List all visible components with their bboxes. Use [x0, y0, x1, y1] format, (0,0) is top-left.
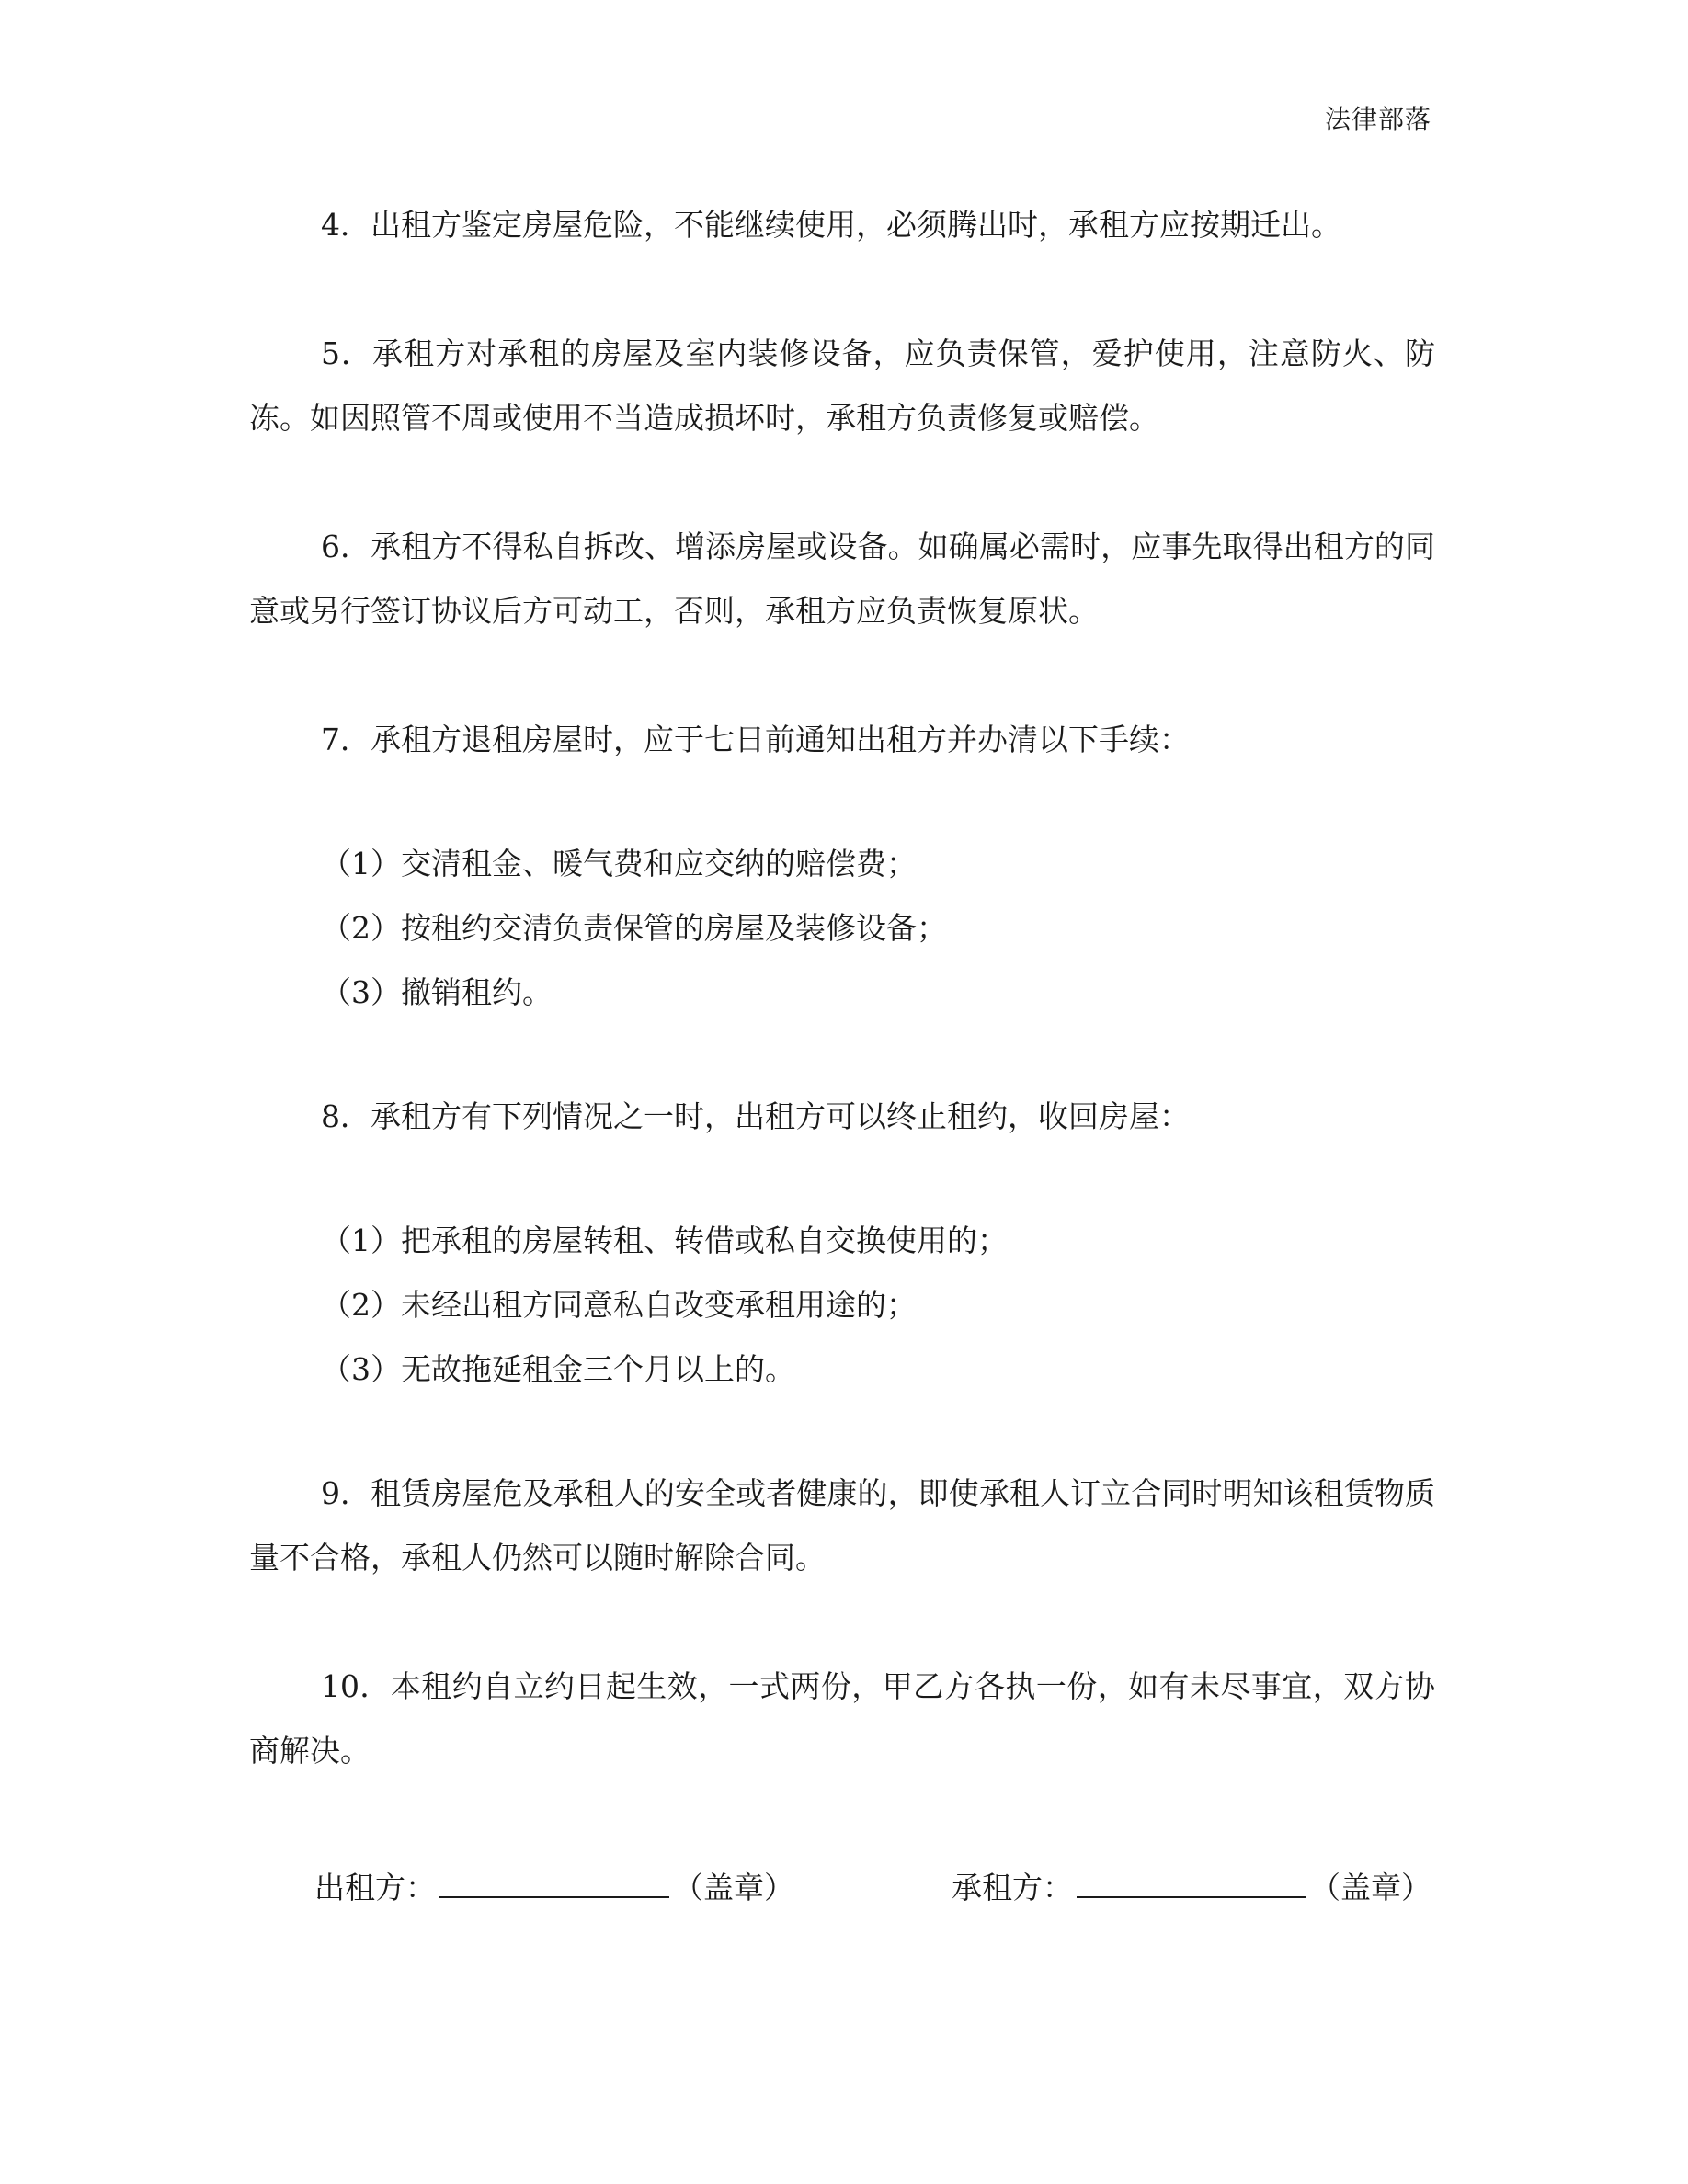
header-brand: 法律部落	[1324, 104, 1431, 134]
clause-7: 7．承租方退租房屋时，应于七日前通知出租方并办清以下手续：	[321, 722, 1190, 757]
lessee-label: 承租方：	[952, 1870, 1073, 1905]
clause-10: 10．本租约自立约日起生效，一式两份，甲乙方各执一份，如有未尽事宜，双方协商解决。	[249, 1668, 1435, 1769]
clause-9: 9．租赁房屋危及承租人的安全或者健康的，即使承租人订立合同时明知该租赁物质量不合格，承租人仍然可以随时解除合同。	[249, 1475, 1435, 1575]
document-body	[249, 193, 1435, 1783]
lessor-signature	[314, 1862, 794, 1914]
clause-8-item: （3）无故拖延租金三个月以上的。	[321, 1351, 795, 1387]
lessor-signature-line[interactable]	[439, 1863, 669, 1898]
clause-8-item: （2）未经出租方同意私自改变承租用途的；	[321, 1287, 917, 1323]
clause-7-item: （2）按租约交清负责保管的房屋及装修设备；	[321, 910, 947, 946]
clause-8-item: （1）把承租的房屋转租、转借或私自交换使用的；	[321, 1223, 1008, 1258]
clause-8: 8．承租方有下列情况之一时，出租方可以终止租约，收回房屋：	[321, 1098, 1190, 1134]
signature-row	[314, 1862, 1436, 1914]
lessor-seal-label: （盖章）	[673, 1870, 794, 1905]
clause-5: 5．承租方对承租的房屋及室内装修设备，应负责保管，爱护使用，注意防火、防冻。如因照管不周或使用不当造成损坏时，承租方负责修复或赔偿。	[249, 336, 1435, 436]
clause-7-item: （1）交清租金、暖气费和应交纳的赔偿费；	[321, 846, 917, 882]
lessee-seal-label: （盖章）	[1310, 1870, 1431, 1905]
lessor-label: 出租方：	[314, 1870, 436, 1905]
clause-7-item: （3）撤销租约。	[321, 974, 553, 1010]
lessee-signature	[952, 1862, 1431, 1914]
lessee-signature-line[interactable]	[1077, 1863, 1306, 1898]
clause-6: 6．承租方不得私自拆改、增添房屋或设备。如确属必需时，应事先取得出租方的同意或另行签订协议后方可动工，否则，承租方应负责恢复原状。	[249, 529, 1435, 629]
clause-4: 4．出租方鉴定房屋危险，不能继续使用，必须腾出时，承租方应按期迁出。	[321, 207, 1341, 243]
